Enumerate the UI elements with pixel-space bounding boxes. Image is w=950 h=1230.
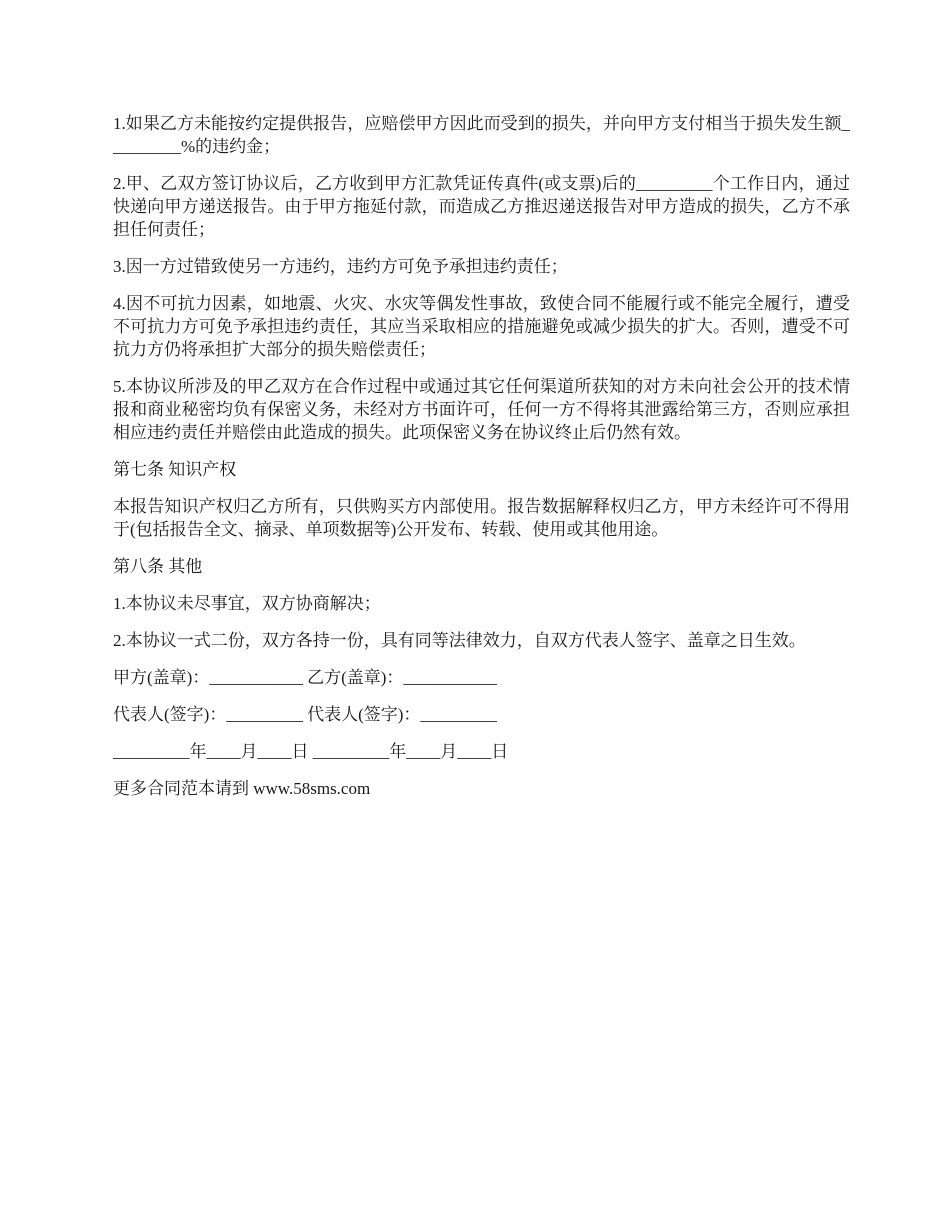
clause-copies-paragraph: 2.本协议一式二份，双方各持一份，具有同等法律效力，自双方代表人签字、盖章之日生效。: [113, 631, 806, 650]
clause-force-majeure-paragraph: 4.因不可抗力因素，如地震、火灾、水灾等偶发性事故，致使合同不能履行或不能完全履行，遭受不可抗力方可免予承担违约责任，其应当采取相应的措施避免或减少损失的扩大。否则，遭受不可抗力方仍将承担扩大部分的损失赔偿责任；: [113, 294, 850, 359]
signature-date-line: _________年____月____日 _________年____月____日: [113, 742, 509, 761]
clause-ip-paragraph: 本报告知识产权归乙方所有，只供购买方内部使用。报告数据解释权归乙方，甲方未经许可不得用于(包括报告全文、摘录、单项数据等)公开发布、转载、使用或其他用途。: [113, 497, 850, 539]
clause-penalty-paragraph: 1.如果乙方未能按约定提供报告，应赔偿甲方因此而受到的损失，并向甲方支付相当于损失发生额_________%的违约金；: [113, 114, 850, 156]
footer-more-contracts: 更多合同范本请到 www.58sms.com: [113, 779, 371, 798]
clause-delivery-paragraph: 2.甲、乙双方签订协议后，乙方收到甲方汇款凭证传真件(或支票)后的_________个工作日内，通过快递向甲方递送报告。由于甲方拖延付款，而造成乙方推迟递送报告对甲方造成的损失，乙方不承担任何责任；: [113, 174, 850, 239]
signature-representative-line: 代表人(签字)：_________ 代表人(签字)：_________: [113, 705, 497, 724]
clause-fault-paragraph: 3.因一方过错致使另一方违约，违约方可免予承担违约责任；: [113, 257, 568, 276]
document-body: [113, 112, 850, 814]
signature-seal-line: 甲方(盖章)：___________ 乙方(盖章)：___________: [113, 668, 497, 687]
clause-confidentiality-paragraph: 5.本协议所涉及的甲乙双方在合作过程中或通过其它任何渠道所获知的对方未向社会公开的技术情报和商业秘密均负有保密义务，未经对方书面许可，任何一方不得将其泄露给第三方，否则应承担相应违约责任并赔偿由此造成的损失。此项保密义务在协议终止后仍然有效。: [113, 377, 850, 442]
section-heading-other: 第八条 其他: [113, 557, 203, 576]
clause-negotiation-paragraph: 1.本协议未尽事宜，双方协商解决；: [113, 594, 381, 613]
section-heading-ip: 第七条 知识产权: [113, 460, 237, 479]
